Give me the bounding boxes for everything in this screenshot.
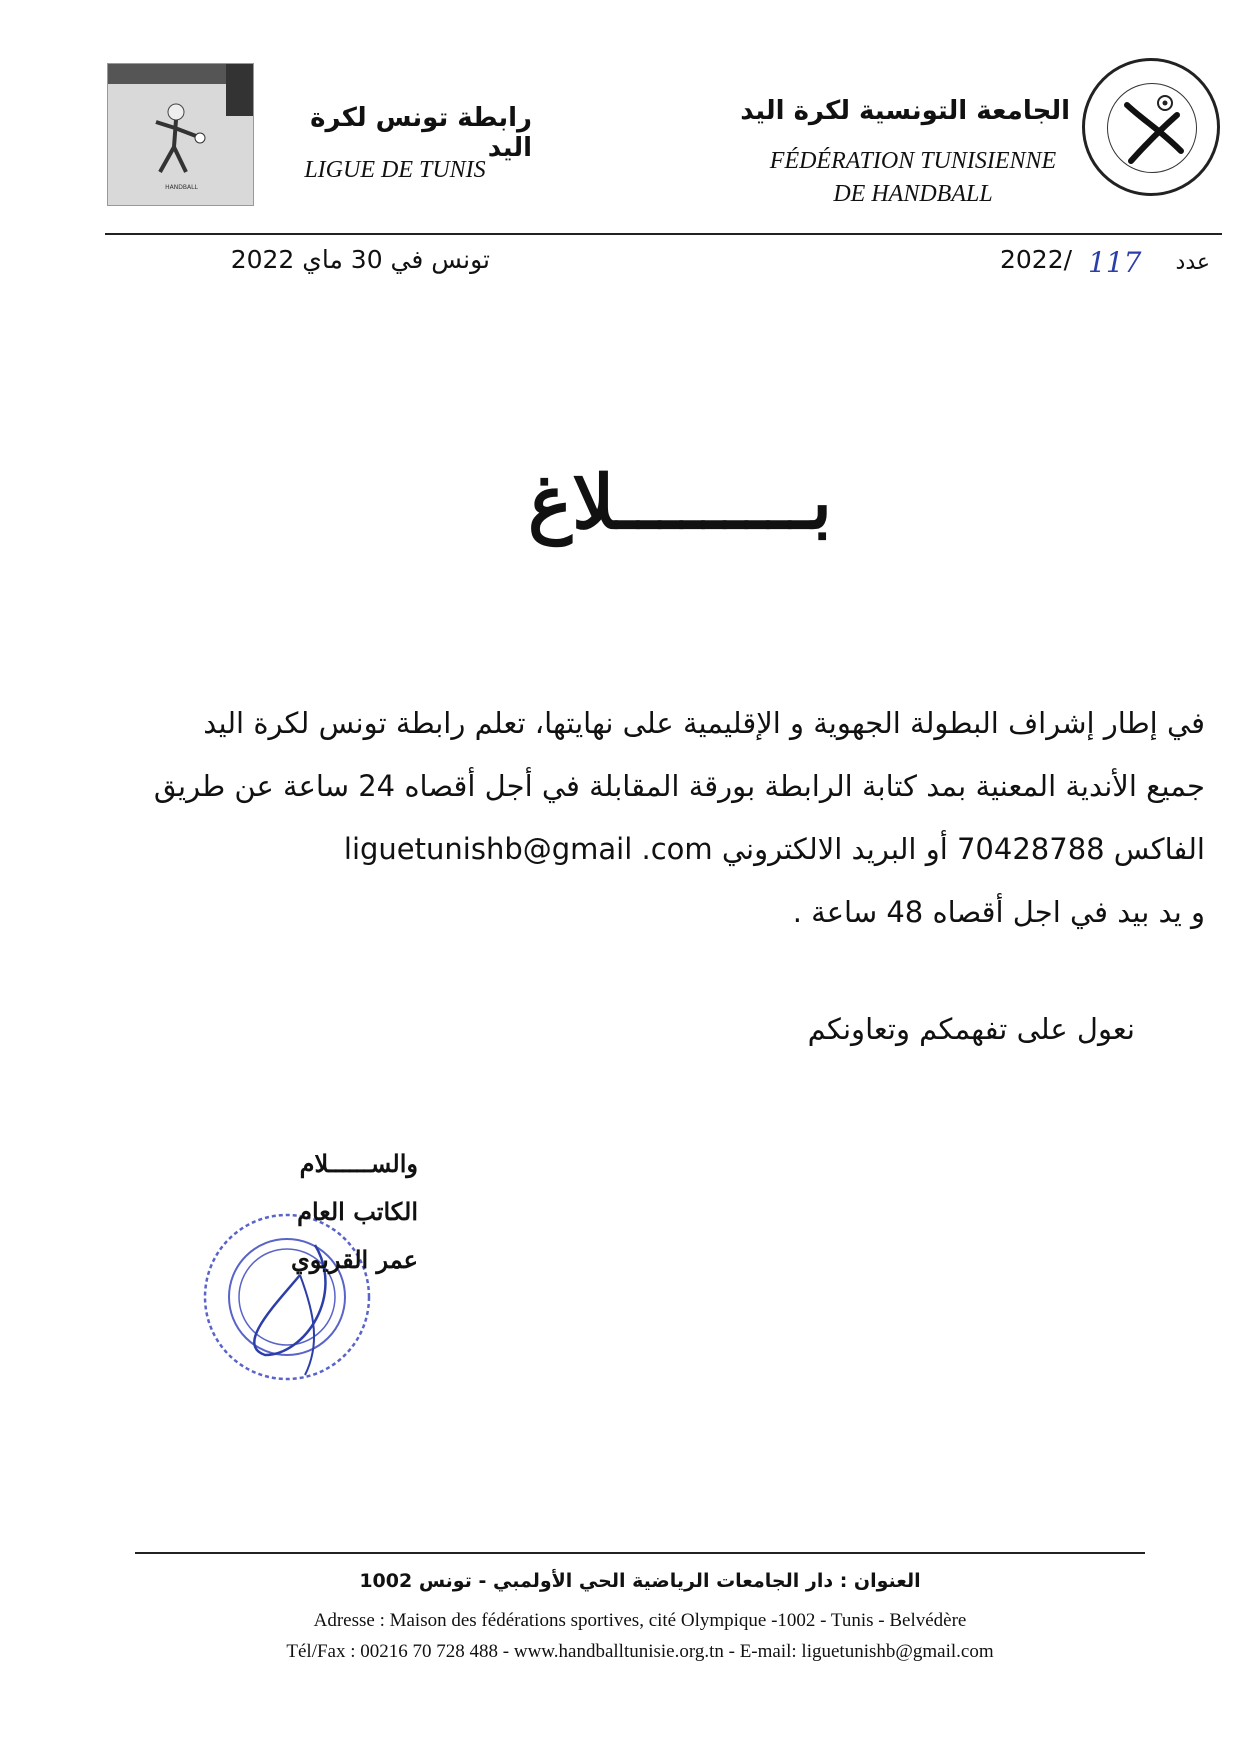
federation-logo-icon — [1082, 58, 1220, 196]
communique-body — [120, 692, 1205, 944]
reference-number: 117 — [1088, 246, 1142, 279]
federation-name-ar: الجامعة التونسية لكرة اليد — [740, 96, 1070, 126]
league-name-fr: LIGUE DE TUNIS — [304, 157, 486, 183]
closing-line: نعول على تفهمكم وتعاونكم — [807, 1012, 1135, 1046]
body-line-1: في إطار إشراف البطولة الجهوية و الإقليمية على نهايتها، تعلم رابطة تونس لكرة اليد — [203, 706, 1205, 740]
league-name-ar: رابطة تونس لكرة اليد — [310, 103, 532, 163]
reference-year: 2022/ — [1000, 245, 1073, 274]
league-logo-caption: HANDBALL — [165, 184, 198, 191]
signature-role: الكاتب العام — [297, 1197, 418, 1226]
body-line-2: جميع الأندية المعنية بمد كتابة الرابطة بورقة المقابلة في أجل أقصاه 24 ساعة عن طريق — [153, 769, 1205, 803]
footer-details — [135, 1605, 1145, 1667]
footer-contact: Tél/Fax : 00216 70 728 488 - www.handballtunisie.org.tn - E-mail: liguetunishb@gmail.com — [286, 1641, 994, 1662]
signature-name: عمر القريوي — [290, 1245, 418, 1274]
federation-name-fr-line2: DE HANDBALL — [833, 181, 993, 207]
federation-name-fr — [698, 145, 1078, 211]
signature-block — [228, 1140, 418, 1284]
body-line-4: و يد بيد في اجل أقصاه 48 ساعة . — [792, 895, 1205, 929]
federation-name-fr-line1: FÉDÉRATION TUNISIENNE — [769, 148, 1057, 174]
document-date: تونس في 30 ماي 2022 — [230, 245, 490, 274]
footer-address-fr: Adresse : Maison des fédérations sportives, cité Olympique -1002 - Tunis - Belvédère — [313, 1610, 967, 1631]
reference-label: عدد — [1175, 250, 1210, 275]
title-text: بـــــــــلاغ — [527, 460, 833, 546]
header-divider — [105, 233, 1222, 235]
signature-salutation: والســــــلام — [299, 1149, 418, 1178]
league-logo-icon — [107, 63, 254, 206]
footer-divider — [135, 1552, 1145, 1554]
body-line-3: الفاكس 70428788 أو البريد الالكتروني liguetunishb@gmail .com — [343, 832, 1205, 866]
footer-address-ar: العنوان : دار الجامعات الرياضية الحي الأولمبي - تونس 1002 — [359, 1570, 921, 1592]
communique-title — [420, 460, 940, 570]
